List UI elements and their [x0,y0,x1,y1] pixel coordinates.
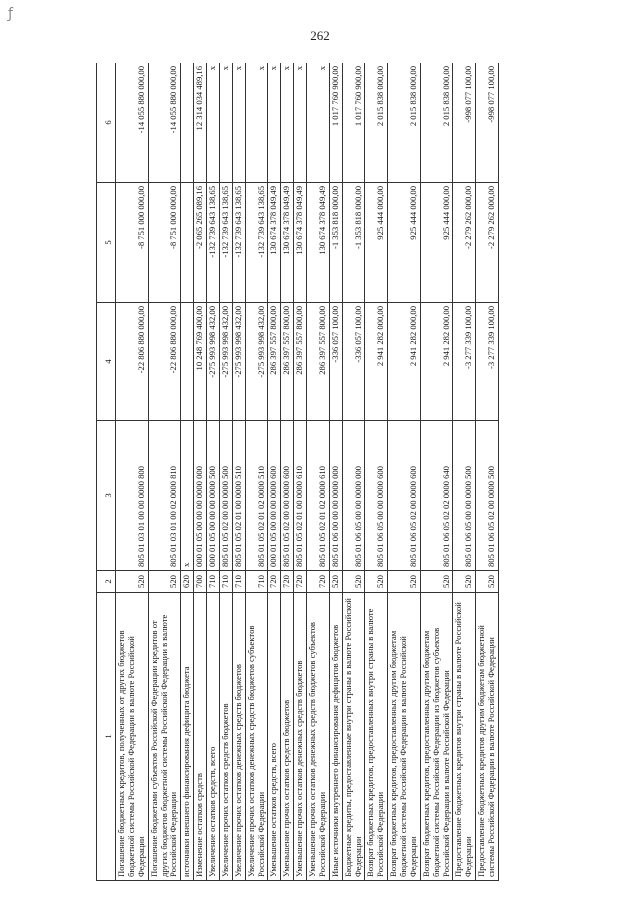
row-name-cell: Уменьшение прочих остатков денежных средств бюджетов субъектов Российской Федерации [307,593,330,881]
row-approved-value-cell: 286 397 557 800,00 [307,303,330,421]
row-unexecuted-value-cell: x [307,63,330,183]
row-line-code-cell: 720 [268,571,281,593]
row-executed-value-cell: -132 739 643 138,65 [219,183,232,303]
row-line-code-cell: 700 [194,571,207,593]
page-number: 262 [310,28,330,43]
row-executed-value-cell: 925 444 000,00 [420,183,453,303]
table-row [281,63,294,881]
row-unexecuted-value-cell: x [219,63,232,183]
row-executed-value-cell: 925 444 000,00 [365,183,388,303]
row-kbk-cell: 805 01 06 05 00 00 0000 000 [342,421,365,571]
row-executed-value-cell: 130 674 378 049,49 [294,183,307,303]
row-executed-value-cell: -8 751 000 000,00 [148,183,181,303]
row-line-code-cell: 720 [307,571,330,593]
row-unexecuted-value-cell: -998 077 100,00 [453,63,476,183]
table-row [148,63,181,881]
row-name-cell: Увеличение прочих остатков денежных средств бюджетов субъектов Российской Федерации [245,593,268,881]
row-line-code-cell: 710 [232,571,245,593]
table-row [207,63,220,881]
row-approved-value-cell [181,303,194,421]
row-unexecuted-value-cell: x [232,63,245,183]
row-name-cell: Возврат бюджетных кредитов, предоставленных другим бюджетам бюджетной системы Российской Федерации из бюджетов субъектов Российской Федерации в валюте Российской Федерации [420,593,453,881]
row-name-cell: Предоставление бюджетных кредитов внутри страны в валюте Российской Федерации [453,593,476,881]
row-approved-value-cell: 2 941 282 000,00 [365,303,388,421]
row-approved-value-cell: -22 806 880 000,00 [148,303,181,421]
row-unexecuted-value-cell: -14 055 880 000,00 [116,63,149,183]
column-header-3: 3 [97,421,116,571]
row-executed-value-cell [181,183,194,303]
row-approved-value-cell: 2 941 282 000,00 [420,303,453,421]
row-name-cell: Погашение бюджетных кредитов, полученных от других бюджетов бюджетной системы Российской Федерации в валюте Российской Федерации [116,593,149,881]
row-name-cell: Возврат бюджетных кредитов, предоставленных другим бюджетам бюджетной системы Российской Федерации в валюте Российской Федерации [388,593,421,881]
row-kbk-cell: 805 01 06 05 02 02 0000 640 [420,421,453,571]
row-executed-value-cell: -132 739 643 138,65 [232,183,245,303]
row-approved-value-cell: 286 397 557 800,00 [294,303,307,421]
row-approved-value-cell: 286 397 557 800,00 [268,303,281,421]
table-row [268,63,281,881]
row-approved-value-cell: 2 941 282 000,00 [388,303,421,421]
row-unexecuted-value-cell: x [245,63,268,183]
table-row [307,63,330,881]
row-kbk-cell: 805 01 05 02 00 00 0000 600 [281,421,294,571]
rotated-table-area [96,63,620,881]
row-executed-value-cell: 130 674 378 049,49 [281,183,294,303]
row-executed-value-cell: -1 353 818 000,00 [342,183,365,303]
row-line-code-cell: 720 [294,571,307,593]
row-kbk-cell: 805 01 05 02 01 00 0000 510 [232,421,245,571]
budget-sources-table [96,63,499,881]
column-header-5: 5 [97,183,116,303]
header-row [97,63,116,881]
row-executed-value-cell: -2 279 262 000,00 [453,183,476,303]
row-line-code-cell: 520 [420,571,453,593]
row-line-code-cell: 620 [181,571,194,593]
row-name-cell: Увеличение прочих остатков средств бюджетов [219,593,232,881]
row-name-cell: Бюджетные кредиты, предоставленные внутри страны в валюте Российской Федерации [342,593,365,881]
row-line-code-cell: 520 [365,571,388,593]
row-unexecuted-value-cell: 12 314 034 489,16 [194,63,207,183]
row-executed-value-cell: -2 065 265 089,16 [194,183,207,303]
row-kbk-cell: 000 01 05 00 00 00 0000 500 [207,421,220,571]
row-kbk-cell: 805 01 06 05 02 00 0000 600 [388,421,421,571]
row-unexecuted-value-cell: 1 017 760 900,00 [342,63,365,183]
table-row [245,63,268,881]
row-kbk-cell: 805 01 06 00 00 00 0000 000 [329,421,342,571]
row-line-code-cell: 520 [148,571,181,593]
row-line-code-cell: 520 [342,571,365,593]
row-executed-value-cell: -132 739 643 138,65 [207,183,220,303]
row-kbk-cell: 805 01 03 01 00 02 0000 810 [148,421,181,571]
table-row [342,63,365,881]
row-kbk-cell: x [181,421,194,571]
row-name-cell: Предоставление бюджетных кредитов другим бюджетам бюджетной системы Российской Федерации в валюте Российской Федерации [476,593,499,881]
row-unexecuted-value-cell: 1 017 760 900,00 [329,63,342,183]
row-line-code-cell: 710 [219,571,232,593]
column-header-6: 6 [97,63,116,183]
row-unexecuted-value-cell: 2 015 838 000,00 [365,63,388,183]
table-row [388,63,421,881]
row-kbk-cell: 805 01 05 02 01 00 0000 610 [294,421,307,571]
row-unexecuted-value-cell [181,63,194,183]
table-row [420,63,453,881]
row-line-code-cell: 710 [245,571,268,593]
row-executed-value-cell: -8 751 000 000,00 [116,183,149,303]
row-name-cell: Увеличение прочих остатков денежных средств бюджетов [232,593,245,881]
row-kbk-cell: 000 01 05 00 00 00 0000 000 [194,421,207,571]
row-approved-value-cell: -3 277 339 100,00 [476,303,499,421]
table-row [116,63,149,881]
row-line-code-cell: 520 [476,571,499,593]
table-row [329,63,342,881]
row-name-cell: Иные источники внутреннего финансирования дефицитов бюджетов [329,593,342,881]
row-approved-value-cell: -275 993 998 432,00 [207,303,220,421]
table-row [232,63,245,881]
row-unexecuted-value-cell: x [294,63,307,183]
row-kbk-cell: 805 01 05 02 01 02 0000 510 [245,421,268,571]
row-name-cell: Погашение бюджетами субъектов Российской Федерации кредитов от других бюджетов бюджетной системы Российской Федерации в валюте Российской Федерации [148,593,181,881]
table-row [294,63,307,881]
row-unexecuted-value-cell: 2 015 838 000,00 [388,63,421,183]
scan-corner-mark: ƒ [8,6,13,22]
row-line-code-cell: 720 [281,571,294,593]
table-row [194,63,207,881]
row-name-cell: Уменьшение прочих остатков денежных средств бюджетов [294,593,307,881]
row-approved-value-cell: 286 397 557 800,00 [281,303,294,421]
table-row [365,63,388,881]
row-line-code-cell: 520 [116,571,149,593]
row-line-code-cell: 520 [453,571,476,593]
row-executed-value-cell: 130 674 378 049,49 [268,183,281,303]
row-kbk-cell: 805 01 06 05 00 00 0000 600 [365,421,388,571]
row-kbk-cell: 000 01 05 00 00 00 0000 600 [268,421,281,571]
row-line-code-cell: 710 [207,571,220,593]
row-executed-value-cell: 130 674 378 049,49 [307,183,330,303]
row-approved-value-cell: -275 993 998 432,00 [232,303,245,421]
table-body [116,63,499,881]
row-name-cell: Изменение остатков средств [194,593,207,881]
row-executed-value-cell: -2 279 262 000,00 [476,183,499,303]
row-approved-value-cell: -275 993 998 432,00 [245,303,268,421]
row-approved-value-cell: -3 277 339 100,00 [453,303,476,421]
row-unexecuted-value-cell: 2 015 838 000,00 [420,63,453,183]
row-name-cell: источники внешнего финансирования дефицита бюджета [181,593,194,881]
row-name-cell: Увеличение остатков средств, всего [207,593,220,881]
row-unexecuted-value-cell: x [268,63,281,183]
row-kbk-cell: 805 01 03 01 00 00 0000 800 [116,421,149,571]
row-approved-value-cell: -336 057 100,00 [342,303,365,421]
table-canvas [96,63,620,881]
row-line-code-cell: 520 [329,571,342,593]
row-kbk-cell: 805 01 06 05 00 00 0000 500 [453,421,476,571]
row-executed-value-cell: -132 739 643 138,65 [245,183,268,303]
row-executed-value-cell: -1 353 818 000,00 [329,183,342,303]
row-line-code-cell: 520 [388,571,421,593]
row-kbk-cell: 805 01 05 02 00 00 0000 500 [219,421,232,571]
row-approved-value-cell: -275 993 998 432,00 [219,303,232,421]
column-header-2: 2 [97,571,116,593]
row-executed-value-cell: 925 444 000,00 [388,183,421,303]
table-row [476,63,499,881]
row-approved-value-cell: -336 057 100,00 [329,303,342,421]
row-approved-value-cell: -22 806 880 000,00 [116,303,149,421]
row-kbk-cell: 805 01 06 05 02 00 0000 500 [476,421,499,571]
column-header-4: 4 [97,303,116,421]
row-unexecuted-value-cell: -998 077 100,00 [476,63,499,183]
row-name-cell: Уменьшение прочих остатков средств бюджетов [281,593,294,881]
row-unexecuted-value-cell: -14 055 880 000,00 [148,63,181,183]
row-name-cell: Уменьшение остатков средств, всего [268,593,281,881]
row-name-cell: Возврат бюджетных кредитов, предоставленных внутри страны в валюте Российской Федерации [365,593,388,881]
table-row [219,63,232,881]
row-unexecuted-value-cell: x [281,63,294,183]
row-kbk-cell: 805 01 05 02 01 02 0000 610 [307,421,330,571]
row-approved-value-cell: 10 248 769 400,00 [194,303,207,421]
table-row [181,63,194,881]
column-header-1: 1 [97,593,116,881]
row-unexecuted-value-cell: x [207,63,220,183]
table-row [453,63,476,881]
